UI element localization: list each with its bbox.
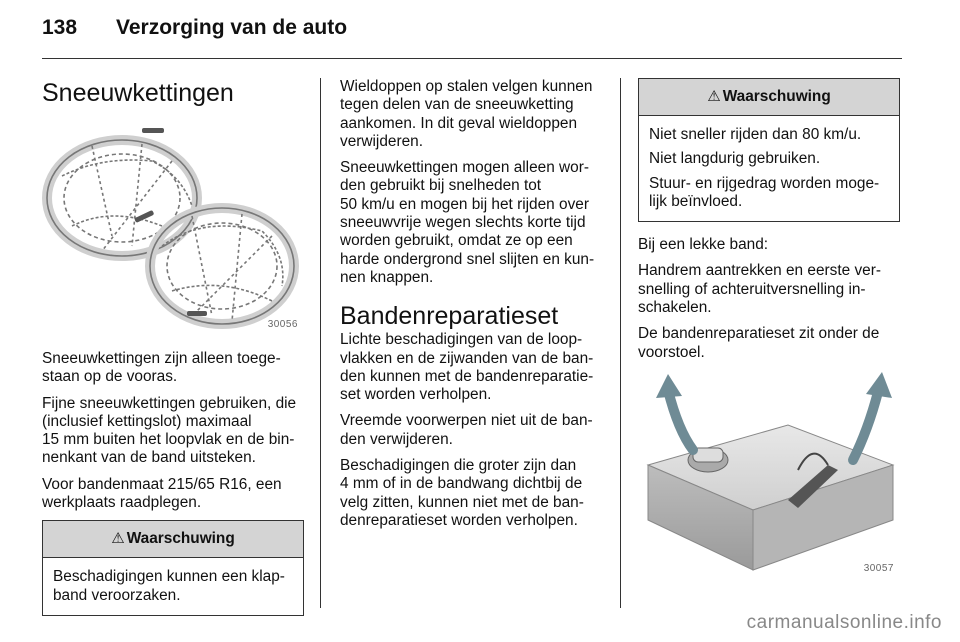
paragraph: Lichte beschadigingen van de loop- vlakken en de zijwanden van de ban- den kunnen met de bandenreparatie- set worden verholpen.: [340, 331, 594, 404]
chapter-title: Verzorging van de auto: [116, 16, 348, 39]
column-2: [340, 78, 604, 538]
snow-chains-figure: [42, 116, 304, 336]
repair-kit-figure: [638, 370, 900, 580]
paragraph: Sneeuwkettingen zijn alleen toege- staan op de vooras.: [42, 350, 281, 386]
repair-kit-illustration: [638, 370, 900, 580]
paragraph: Vreemde voorwerpen niet uit de ban- den verwijderen.: [340, 412, 593, 448]
paragraph: Sneeuwkettingen mogen alleen wor- den gebruikt bij snelheden tot 50 km/u en mogen bij het rijden over sneeuwvrije wegen slechts korte tijd worden gebruikt, omdat ze op een harde ondergrond snel slijten en kun- nen knappen.: [340, 159, 595, 286]
watermark: carmanualsonline.info: [746, 612, 942, 633]
paragraph: Handrem aantrekken en eerste ver- snelling of achteruitversnelling in- schakelen.: [638, 262, 881, 317]
warning-text: Beschadigingen kunnen een klap- band veroorzaken.: [53, 568, 285, 604]
warning-header: [639, 79, 899, 116]
snow-chains-illustration: [42, 116, 304, 336]
warning-body: [43, 558, 303, 615]
warning-box: [638, 78, 900, 222]
section-title-repair-kit: Bandenreparatieset: [340, 302, 559, 331]
paragraph: Fijne sneeuwkettingen gebruiken, die (inclusief kettingslot) maximaal 15 mm buiten het loopvlak en de bin- nenkant van de band uitsteken.: [42, 394, 297, 467]
paragraph: De bandenreparatieset zit onder de voorstoel.: [638, 325, 880, 361]
column-divider-2: [620, 78, 621, 608]
figure-number: 30056: [267, 318, 298, 330]
paragraph: Wieldoppen op stalen velgen kunnen tegen delen van de sneeuwketting aankomen. In dit geval wieldoppen verwijderen.: [340, 78, 593, 150]
warning-item: Niet sneller rijden dan 80 km/u.: [649, 126, 862, 143]
warning-title: Waarschuwing: [126, 530, 235, 548]
warning-item: Stuur- en rijgedrag worden moge- lijk beïnvloed.: [649, 174, 880, 210]
paragraph: Beschadigingen die groter zijn dan 4 mm of in de bandwang dichtbij de velg zitten, kunnen niet met de ban- denreparatieset worden verholpen.: [340, 457, 584, 529]
section-title-snow-chains: Sneeuwkettingen: [42, 79, 234, 107]
figure-number: 30057: [863, 562, 894, 574]
page-header: [42, 16, 347, 40]
warning-triangle-icon: ⚠: [111, 530, 125, 548]
warning-triangle-icon: ⚠: [707, 88, 721, 105]
warning-item: Niet langdurig gebruiken.: [649, 150, 821, 168]
column-1: [42, 78, 304, 616]
column-divider-1: [320, 78, 321, 608]
warning-body: [639, 116, 899, 221]
warning-header: [43, 521, 303, 558]
page-number: 138: [42, 16, 78, 39]
warning-title: Waarschuwing: [722, 88, 831, 105]
warning-box: [42, 520, 304, 616]
column-3: [638, 78, 900, 580]
paragraph: Voor bandenmaat 215/65 R16, een werkplaats raadplegen.: [42, 475, 282, 512]
header-rule: [42, 58, 902, 59]
paragraph: Bij een lekke band:: [638, 236, 769, 254]
